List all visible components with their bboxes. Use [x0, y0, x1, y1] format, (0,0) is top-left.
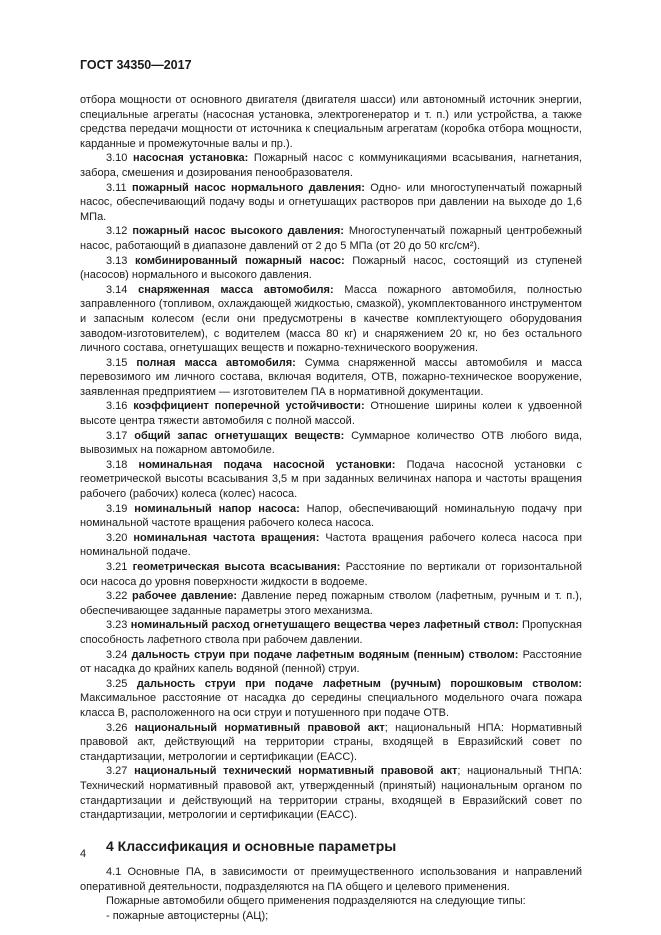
- definition-term: пожарный насос нормального давления:: [131, 181, 365, 194]
- definition-term: насосная установка:: [133, 152, 249, 165]
- definition-text: ; национальный ТНПА: Технический нормативный правовой акт, утвержденный (принятый) национальным органом по стандартизации и действующий на территории страны, входящей в Евразийский совет по стандартизации, метрологии и сертификации (ЕАСС).: [80, 765, 583, 822]
- definition-term: национальный нормативный правовой акт: [134, 721, 385, 734]
- definition-paragraph: [80, 429, 582, 458]
- definition-term: коэффициент поперечной устойчивости:: [133, 400, 365, 413]
- definition-number: 3.17: [106, 429, 128, 442]
- definition-term: дальность струи при подаче лафетным водяным (пенным) стволом:: [131, 648, 519, 661]
- definition-term: дальность струи при подаче лафетным (ручным) порошковым стволом:: [136, 677, 582, 690]
- definition-text: Сумма снаряженной массы автомобиля и масса перевозимого им личного состава, включая водителя, ОТВ, пожарно-техническое вооружение, заявленная предприятием — изготовителем ПА в нормативной документации.: [80, 356, 582, 398]
- definition-term: полная масса автомобиля:: [136, 356, 296, 369]
- definition-number: 3.15: [106, 356, 128, 369]
- definition-term: национальный технический нормативный правовой акт: [134, 765, 458, 778]
- definition-paragraph: [80, 618, 582, 647]
- definition-number: 3.12: [106, 225, 128, 238]
- definition-text: Многоступенчатый пожарный центробежный насос, работающий в диапазоне давлений от 2 до 5 МПа (от 20 до 50 кгс/см²).: [80, 225, 582, 252]
- definition-term: рабочее давление:: [131, 590, 238, 603]
- definition-paragraph: [80, 181, 582, 225]
- definition-term: номинальная подача насосной установки:: [138, 458, 396, 471]
- definition-text: Суммарное количество ОТВ любого вида, вывозимых на пожарном автомобиле.: [80, 429, 582, 457]
- definition-number: 3.16: [106, 400, 128, 413]
- definition-term: номинальный напор насоса:: [134, 502, 300, 515]
- definition-paragraph: [80, 677, 582, 721]
- definition-text: Пропускная способность лафетного ствола при рабочем давлении.: [80, 619, 582, 646]
- definition-number: 3.11: [106, 181, 127, 194]
- definition-text: Одно- или многоступенчатый пожарный насос, обеспечивающий подачу воды и огнетушащих растворов при давлении на выходе до 1,6 МПа.: [80, 181, 583, 223]
- definition-paragraph: [80, 502, 582, 531]
- page-number: 4: [80, 848, 87, 860]
- definition-term: номинальная частота вращения:: [133, 531, 320, 544]
- definition-paragraph: [80, 560, 582, 589]
- definition-text: Пожарный насос, состоящий из ступеней (насосов) нормального и высокого давления.: [80, 254, 582, 282]
- definition-text: Подача насосной установки с геометрической высоты всасывания 3,5 м при заданных величинах напора и частоты вращения рабочего (рабочих) колеса (колес) насоса.: [80, 458, 583, 501]
- definition-number: 3.23: [106, 619, 128, 632]
- definition-text: Напор, обеспечивающий номинальную подачу при номинальной частоте вращения рабочего колеса насоса.: [80, 502, 582, 530]
- definition-term: номинальный расход огнетушащего вещества через лафетный ствол:: [130, 619, 519, 632]
- definition-text: Частота вращения рабочего колеса насоса при номинальной подаче.: [80, 531, 582, 559]
- document-header: ГОСТ 34350—2017: [80, 58, 192, 72]
- definitions-list: [80, 151, 582, 822]
- section-4-list-item: - пожарные автоцистерны (АЦ);: [106, 910, 269, 923]
- definition-text: Отношение ширины колеи к удвоенной высоте центра тяжести автомобиля с полной массой.: [80, 400, 582, 428]
- definition-number: 3.22: [106, 590, 128, 603]
- definition-text: Пожарный насос с коммуникациями всасывания, нагнетания, забора, смешения и дозирования пенообразователя.: [80, 152, 582, 179]
- definition-paragraph: [80, 721, 582, 765]
- definition-paragraph: [80, 458, 582, 502]
- definition-text: Расстояние по вертикали от горизонтальной оси насоса до уровня поверхности жидкости в водоеме.: [80, 561, 582, 588]
- definition-text: Максимальное расстояние от насадка до середины специального модельного очага пожара класса В, расположенного на оси струи и потушенного при подаче ОТВ.: [80, 692, 582, 719]
- definition-paragraph: [80, 764, 582, 822]
- definition-paragraph: [80, 399, 582, 428]
- definition-term: геометрическая высота всасывания:: [132, 561, 341, 573]
- intro-paragraph: отбора мощности от основного двигателя (двигателя шасси) или автономный источник энергии, специальные агрегаты (насосная установка, электрогенератор и т. п.) или устройства, а также средства передачи мощности от источника к специальным агрегатам (коробка отбора мощности, карданные и промежуточные валы и пр.).: [80, 94, 582, 150]
- definition-number: 3.20: [106, 531, 128, 544]
- definition-number: 3.27: [106, 765, 128, 778]
- page-content: [80, 93, 582, 924]
- section-4-paragraph-2: Пожарные автомобили общего применения подразделяются на следующие типы:: [106, 895, 526, 908]
- definition-number: 3.10: [106, 152, 128, 165]
- definition-number: 3.21: [106, 561, 128, 573]
- definition-term: комбинированный пожарный насос:: [135, 254, 345, 267]
- section-4-paragraph-1: 4.1 Основные ПА, в зависимости от преимущественного использования и направлений оперативной деятельности, подразделяются на ПА общего и целевого применения.: [80, 866, 582, 893]
- definition-number: 3.13: [106, 254, 128, 267]
- definition-paragraph: [80, 151, 582, 180]
- definition-number: 3.26: [106, 721, 128, 734]
- definition-number: 3.19: [106, 502, 128, 515]
- definition-term: снаряженная масса автомобиля:: [138, 283, 334, 296]
- definition-paragraph: [80, 589, 582, 618]
- definition-paragraph: [80, 254, 582, 283]
- definition-paragraph: [80, 283, 582, 356]
- definition-paragraph: [80, 356, 582, 400]
- definition-text: Расстояние от насадка до крайних капель водяной (пенной) струи.: [80, 648, 582, 676]
- definition-number: 3.18: [106, 458, 128, 471]
- definition-term: пожарный насос высокого давления:: [132, 225, 344, 238]
- definition-paragraph: [80, 648, 582, 677]
- definition-number: 3.14: [106, 283, 128, 296]
- section-4-title: 4 Классификация и основные параметры: [106, 837, 397, 854]
- definition-term: общий запас огнетушащих веществ:: [134, 429, 345, 442]
- definition-paragraph: [80, 531, 582, 560]
- definition-number: 3.25: [106, 677, 128, 690]
- definition-number: 3.24: [106, 648, 128, 661]
- definition-text: Давление перед пожарным стволом (лафетным, ручным и т. п.), обеспечивающее заданные параметры этого механизма.: [80, 590, 583, 617]
- definition-paragraph: [80, 224, 582, 253]
- definition-text: Масса пожарного автомобиля, полностью заправленного (топливом, охлаждающей жидкостью, смазкой), укомплектованного инструментом и запасным колесом (если они предусмотрены в качестве комплектующего оборудования заводом-изготовителем), с водителем (масса 80 кг) и снаряжением 20 кг, но без остального личного состава, огнетушащих веществ и пожарно-технического вооружения.: [80, 283, 582, 355]
- definition-text: ; национальный НПА: Нормативный правовой акт, действующий на территории страны, входящей в Евразийский совет по стандартизации, метрологии и сертификации (ЕАСС).: [80, 721, 582, 763]
